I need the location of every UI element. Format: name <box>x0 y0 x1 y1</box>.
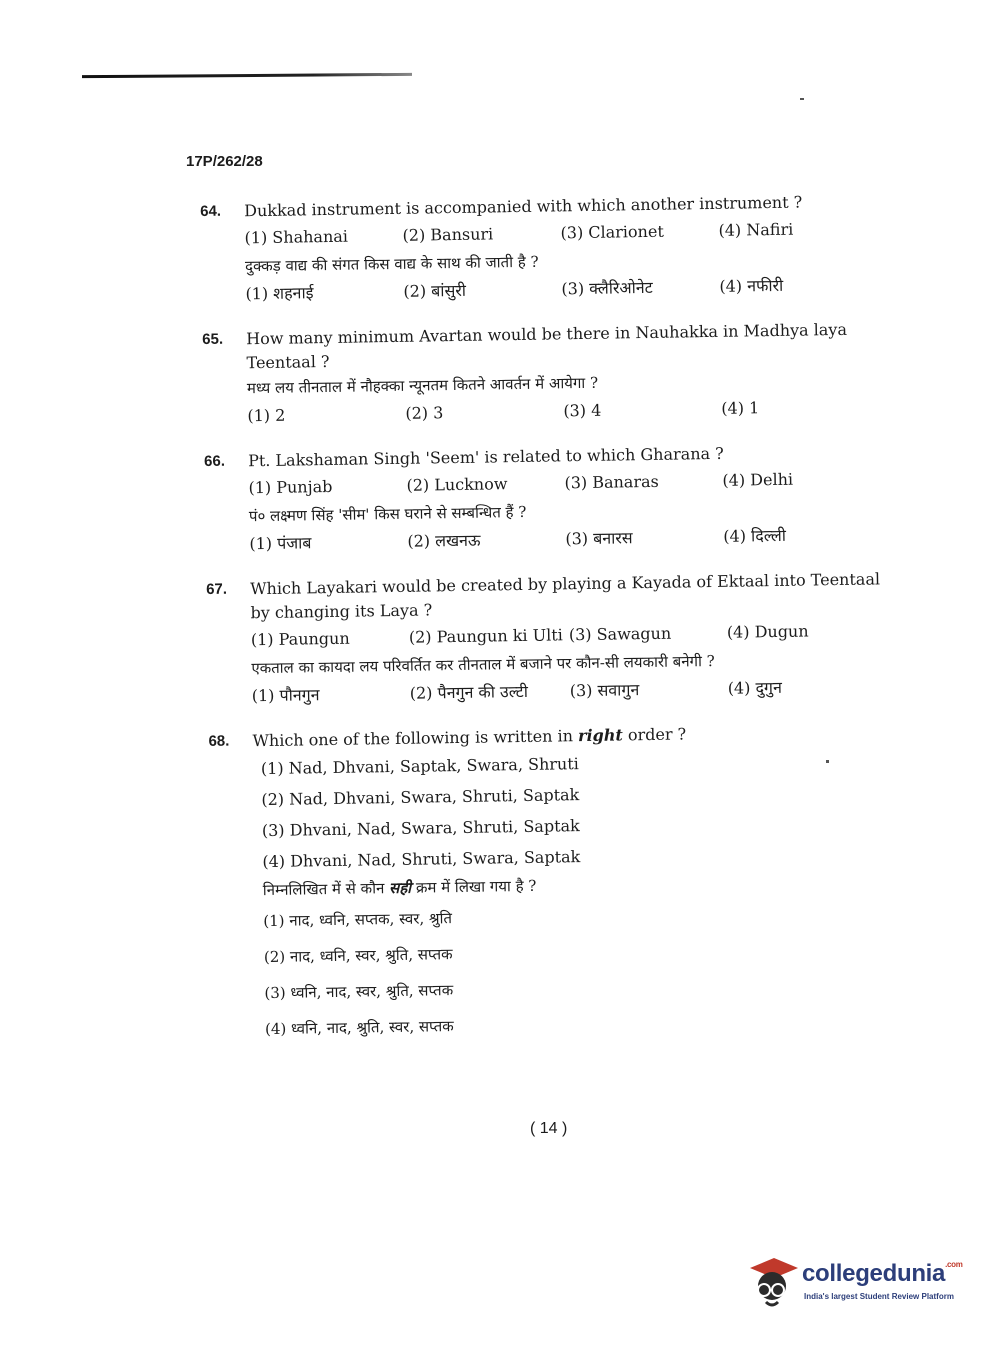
option-3-en: (3) Dhvani, Nad, Swara, Shruti, Saptak <box>261 816 580 841</box>
question-number: 68. <box>208 732 230 750</box>
option-1-en: (1) Punjab <box>248 476 333 498</box>
option-3-en: (3) Sawagun <box>568 623 672 645</box>
option-4-en: (4) Dhvani, Nad, Shruti, Swara, Saptak <box>262 847 581 872</box>
option-4-hi: (4) नफीरी <box>719 275 784 296</box>
option-1-en: (1) Nad, Dhvani, Saptak, Swara, Shruti <box>260 754 579 779</box>
question-66 <box>204 439 886 560</box>
question-68 <box>208 719 893 1048</box>
option-4-hi: (4) दुगुन <box>727 677 783 698</box>
collegedunia-watermark <box>744 1252 974 1312</box>
option-2-hi: (2) बांसुरी <box>403 280 467 301</box>
scan-speck <box>800 98 804 100</box>
graduate-mascot-icon <box>744 1254 798 1310</box>
question-text-hi: दुक्कड़ वाद्य की संगत किस वाद्य के साथ की जाती है ? <box>244 252 539 276</box>
question-text-hi: पं० लक्ष्मण सिंह 'सीम' किस घराने से सम्बन्धित हैं ? <box>248 502 527 526</box>
question-number: 64. <box>200 202 222 220</box>
option-2-hi: (2) लखनऊ <box>407 530 481 551</box>
option-4-en: (4) Delhi <box>722 469 794 490</box>
option-1-hi: (1) नाद, ध्वनि, सप्तक, स्वर, श्रुति <box>263 909 453 931</box>
question-67 <box>206 567 888 712</box>
option-4-hi: (4) दिल्ली <box>723 525 787 546</box>
option-2-en: (2) Lucknow <box>406 474 508 495</box>
brand-name: collegedunia$^{.com}$ <box>802 1260 963 1287</box>
option-3-hi: (3) ध्वनि, नाद, स्वर, श्रुति, सप्तक <box>264 981 454 1003</box>
option-2-hi: (2) नाद, ध्वनि, स्वर, श्रुति, सप्तक <box>263 945 453 967</box>
question-65 <box>202 317 884 432</box>
option-1-hi: (1) पंजाब <box>249 533 312 554</box>
option-2-en: (2) Paungun ki Ulti <box>408 625 563 647</box>
question-number: 67. <box>205 580 228 598</box>
option-4-en: (4) Dugun <box>726 621 809 642</box>
option-3-hi: (3) क्लैरिओनेट <box>561 277 653 299</box>
option-1-hi: (1) पौनगुन <box>251 685 320 706</box>
option-4-hi: (4) ध्वनि, नाद, श्रुति, स्वर, सप्तक <box>264 1017 454 1039</box>
option-4: (4) 1 <box>721 398 760 418</box>
question-number: 66. <box>203 452 226 470</box>
question-text-hi: मध्य लय तीनताल में नौहक्का न्यूनतम कितने आवर्तन में आयेगा ? <box>246 373 599 398</box>
option-1-en: (1) Shahanai <box>244 226 349 248</box>
option-1: (1) 2 <box>247 405 286 426</box>
question-text-en: Pt. Lakshaman Singh 'Seem' is related to which Gharana ? <box>247 443 724 471</box>
option-3: (3) 4 <box>563 400 602 421</box>
option-1-en: (1) Paungun <box>250 628 350 650</box>
option-2-en: (2) Bansuri <box>402 224 494 245</box>
question-text-en: Dukkad instrument is accompanied with which another instrument ? <box>244 192 803 221</box>
brand-suffix: .com <box>945 1260 963 1269</box>
paper-code: 17P/262/28 <box>186 153 263 170</box>
question-64 <box>200 189 882 310</box>
top-rule <box>82 73 412 78</box>
question-text-en: Which one of the following is written in right order ? <box>252 724 687 751</box>
option-3-en: (3) Banaras <box>564 471 659 493</box>
option-2-en: (2) Nad, Dhvani, Swara, Shruti, Saptak <box>261 785 580 810</box>
question-page <box>200 189 894 1066</box>
question-number: 65. <box>202 330 224 348</box>
question-text-en: How many minimum Avartan would be there in Nauhakka in Madhya laya Teentaal ? <box>246 319 848 373</box>
emphasis-sahi: सही <box>388 878 412 898</box>
option-4-en: (4) Nafiri <box>718 219 794 240</box>
question-text-hi: निम्नलिखित में से कौन सही क्रम में लिखा गया है ? <box>262 876 537 900</box>
option-1-hi: (1) शहनाई <box>245 283 314 304</box>
option-3-en: (3) Clarionet <box>560 221 664 243</box>
option-3-hi: (3) सवागुन <box>569 680 640 701</box>
option-3-hi: (3) बनारस <box>565 528 633 549</box>
emphasis-right: right <box>577 725 623 746</box>
question-text-en: Which Layakari would be created by playing a Kayada of Ektaal into Teentaal by changing its Laya ? <box>249 569 881 623</box>
brand-tagline: India's largest Student Review Platform <box>804 1292 954 1301</box>
option-2: (2) 3 <box>405 403 444 423</box>
page-number: ( 14 ) <box>530 1120 568 1137</box>
option-2-hi: (2) पैनगुन की उल्टी <box>409 681 529 703</box>
question-text-hi: एकताल का कायदा लय परिवर्तित कर तीनताल में बजाने पर कौन-सी लयकारी बनेगी ? <box>251 651 715 678</box>
